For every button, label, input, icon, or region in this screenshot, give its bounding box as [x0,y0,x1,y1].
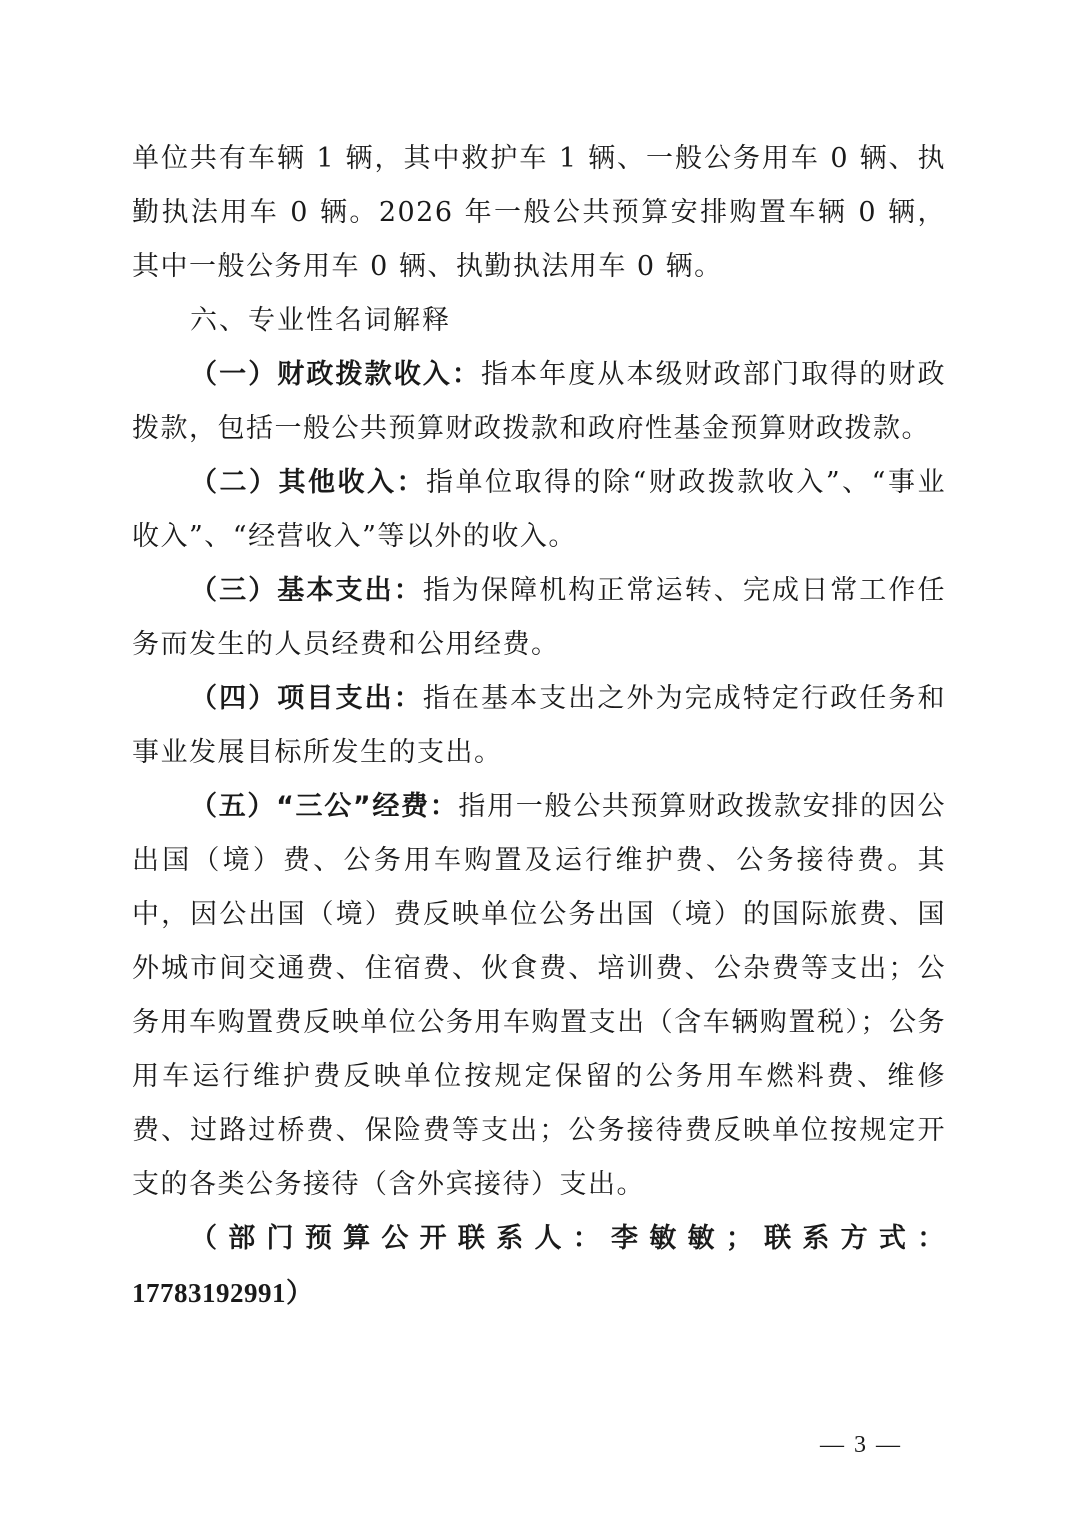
document-body [132,132,946,1321]
definition-text: 指为保障机构正常运转、完成日常工作任务而发生的人员经费和公用经费。 [132,575,947,660]
section-heading: 六、专业性名词解释 [190,305,451,336]
definition-term: （二）其他收入： [190,467,427,498]
definition-text: 指用一般公共预算财政拨款安排的因公出国（境）费、公务用车购置及运行维护费、公务接待费。其中，因公出国（境）费反映单位公务出国（境）的国际旅费、国外城市间交通费、住宿费、伙食费、培训费、公杂费等支出；公务用车购置费反映单位公务用车购置支出（含车辆购置税）；公务用车运行维护费反映单位按规定保留的公务用车燃料费、维修费、过路过桥费、保险费等支出；公务接待费反映单位按规定开支的各类公务接待（含外宾接待）支出。 [132,791,946,1200]
definition-paragraph [132,348,946,456]
definition-paragraph [132,564,946,672]
definition-text: 指本年度从本级财政部门取得的财政拨款，包括一般公共预算财政拨款和政府性基金预算财政拨款。 [132,359,946,444]
definition-text: 指单位取得的除“财政拨款收入”、“事业收入”、“经营收入”等以外的收入。 [132,467,946,552]
contact-line [132,1212,946,1321]
definition-paragraph [132,456,946,564]
contact-phone: 17783192991 [132,1278,286,1308]
definition-term: （五）“三公”经费： [190,791,459,822]
definition-paragraph [132,780,946,1212]
definition-term: （一）财政拨款收入： [190,359,481,390]
intro-paragraph: 单位共有车辆 1 辆，其中救护车 1 辆、一般公务用车 0 辆、执勤执法用车 0 辆。2026 年一般公共预算安排购置车辆 0 辆，其中一般公务用车 0 辆、执勤执法用车 0 辆。 [132,143,946,282]
contact-prefix: （部门预算公开联系人：李敏敏；联系方式： [190,1223,946,1254]
contact-suffix: ） [286,1278,315,1309]
definition-text: 指在基本支出之外为完成特定行政任务和事业发展目标所发生的支出。 [132,683,947,768]
definition-term: （四）项目支出： [190,683,423,714]
definition-term: （三）基本支出： [190,575,423,606]
definition-paragraph [132,672,946,780]
page-number: — 3 — [820,1432,902,1458]
